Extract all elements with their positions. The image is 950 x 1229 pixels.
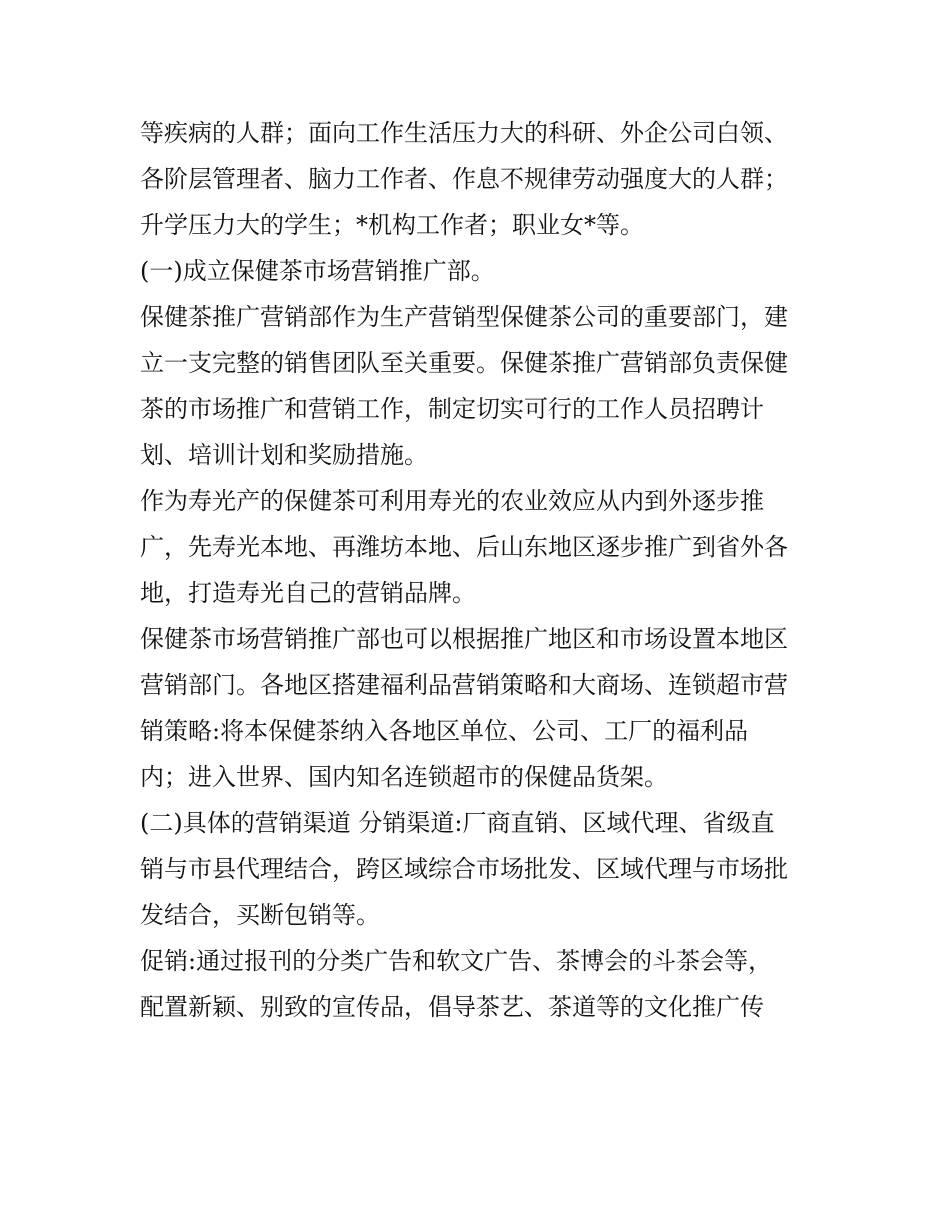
text-line: 划、培训计划和奖励措施。 <box>140 441 428 469</box>
text-line: 茶的市场推广和营销工作，制定切实可行的工作人员招聘计 <box>140 395 764 423</box>
text-line: 各阶层管理者、脑力工作者、作息不规律劳动强度大的人群； <box>140 165 788 193</box>
section-heading: (一)成立保健茶市场营销推广部。 <box>140 257 495 285</box>
text-line: 销策略:将本保健茶纳入各地区单位、公司、工厂的福利品 <box>140 717 749 745</box>
text-line: 配置新颖、别致的宣传品，倡导茶艺、茶道等的文化推广传 <box>140 993 764 1021</box>
text-line: 保健茶市场营销推广部也可以根据推广地区和市场设置本地区 <box>140 625 788 653</box>
text-line: 销与市县代理结合，跨区域综合市场批发、区域代理与市场批 <box>140 855 788 883</box>
text-line: 发结合，买断包销等。 <box>140 901 380 929</box>
document-body <box>140 110 820 1030</box>
text-line: 升学压力大的学生；*机构工作者；职业女*等。 <box>140 211 644 239</box>
text-line: 作为寿光产的保健茶可利用寿光的农业效应从内到外逐步推 <box>140 487 764 515</box>
text-line: 地，打造寿光自己的营销品牌。 <box>140 579 476 607</box>
section-heading: (二)具体的营销渠道 分销渠道:厂商直销、区域代理、省级直 <box>140 809 775 837</box>
text-line: 促销:通过报刊的分类广告和软文广告、茶博会的斗茶会等， <box>140 947 773 975</box>
text-line: 营销部门。各地区搭建福利品营销策略和大商场、连锁超市营 <box>140 671 788 699</box>
text-line: 立一支完整的销售团队至关重要。保健茶推广营销部负责保健 <box>140 349 788 377</box>
text-line: 广，先寿光本地、再潍坊本地、后山东地区逐步推广到省外各 <box>140 533 788 561</box>
text-line: 保健茶推广营销部作为生产营销型保健茶公司的重要部门，建 <box>140 303 788 331</box>
text-line: 等疾病的人群；面向工作生活压力大的科研、外企公司白领、 <box>140 119 788 147</box>
text-line: 内；进入世界、国内知名连锁超市的保健品货架。 <box>140 763 668 791</box>
